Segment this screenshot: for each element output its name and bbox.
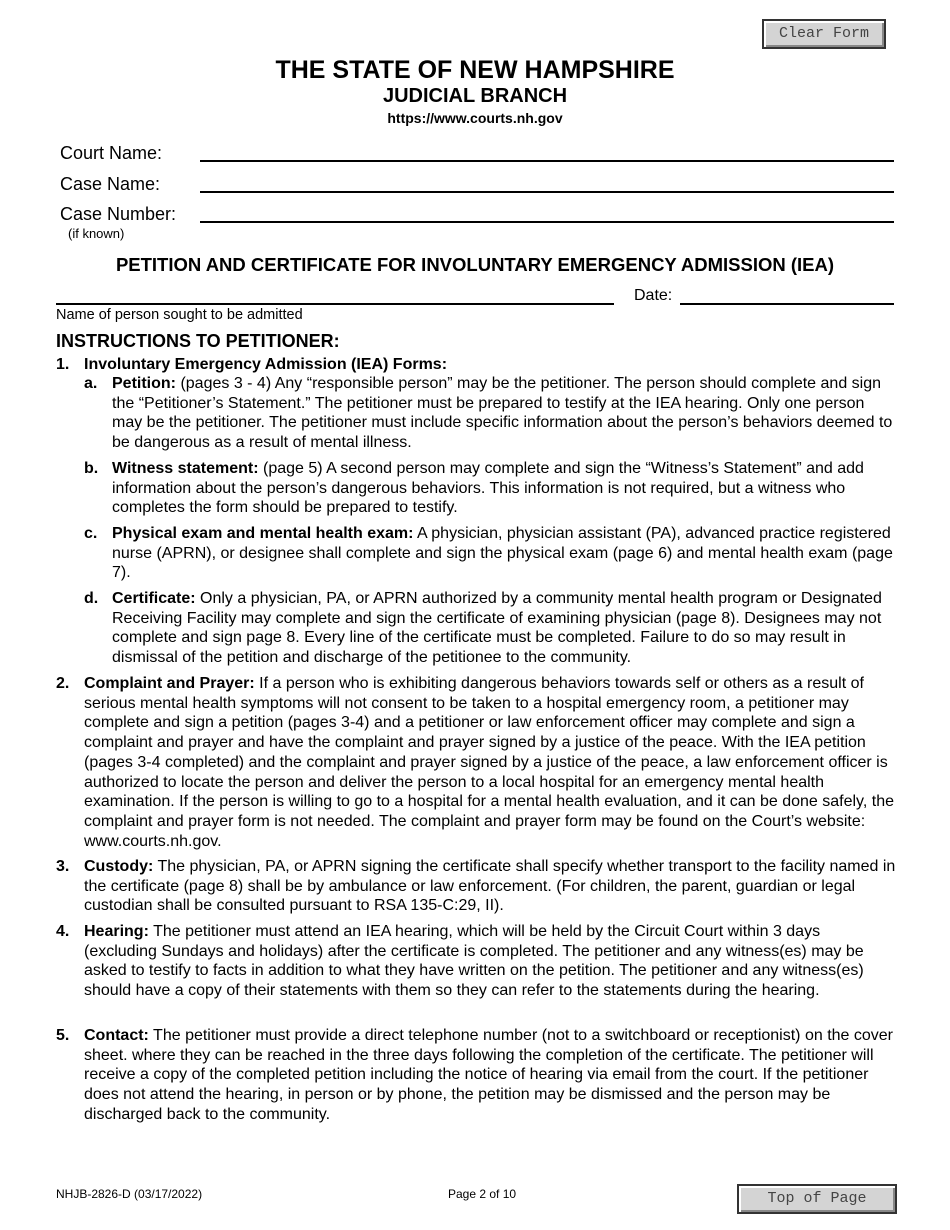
item-heading: Involuntary Emergency Admission (IEA) Forms: — [84, 356, 448, 373]
instruction-item-5 — [56, 1026, 896, 1125]
item-letter: b. — [84, 460, 99, 477]
instruction-item-1 — [56, 355, 896, 375]
item-text: A physician, physician assistant (PA), advanced practice registered nurse (APRN), or designee shall complete and sign the physical exam (page 6) and mental health exam (page 7). — [112, 525, 893, 582]
item-heading: Custody: — [84, 858, 154, 875]
item-text: The physician, PA, or APRN signing the certificate shall specify whether transport to the facility named in the certificate (page 8) shall be by ambulance or law enforcement. (For children, the parent, guardian or legal custodian shall be consulted pursuant to RSA 135-C:29, II). — [84, 858, 896, 915]
instruction-item-1b — [84, 459, 896, 518]
instruction-item-1a — [84, 374, 896, 453]
item-heading: Hearing: — [84, 923, 149, 940]
item-text: Only a physician, PA, or APRN authorized by a community mental health program or Designated Receiving Facility may complete and sign the certificate of examining physician (page 8). Designees may not complete and sign page 8. Every line of the certificate must be completed. Failure to do so may result in dismissal of the petition and discharge of the petitionee to the community. — [112, 590, 882, 667]
instruction-item-3 — [56, 857, 896, 916]
form-title: PETITION AND CERTIFICATE FOR INVOLUNTARY EMERGENCY ADMISSION (IEA) — [115, 254, 835, 275]
item-heading: Petition: — [112, 375, 176, 392]
clear-form-button[interactable]: Clear Form — [762, 19, 886, 49]
item-number: 2. — [56, 675, 70, 692]
item-letter: c. — [84, 525, 98, 542]
item-number: 1. — [56, 356, 70, 373]
instruction-item-1d — [84, 589, 896, 668]
item-heading: Physical exam and mental health exam: — [112, 525, 414, 542]
case-name-field[interactable] — [200, 191, 894, 193]
top-of-page-button[interactable]: Top of Page — [737, 1184, 897, 1214]
item-letter: a. — [84, 375, 98, 392]
instruction-item-2 — [56, 674, 896, 851]
instruction-item-1c — [84, 524, 896, 583]
instruction-item-4 — [56, 922, 896, 1001]
court-name-field[interactable] — [200, 160, 894, 162]
item-text: (page 5) A second person may complete and sign the “Witness’s Statement” and add information about the person’s dangerous behaviors. This information is not required, but a witness who completes the form should be prepared to testify. — [112, 460, 864, 517]
court-url: https://www.courts.nh.gov — [387, 110, 563, 126]
item-heading: Complaint and Prayer: — [84, 675, 255, 692]
case-number-label: Case Number: — [60, 204, 177, 224]
item-letter: d. — [84, 590, 99, 607]
date-label: Date: — [634, 287, 673, 304]
person-name-label: Name of person sought to be admitted — [56, 307, 303, 323]
person-name-field[interactable] — [56, 303, 614, 305]
item-number: 5. — [56, 1027, 70, 1044]
instructions-title: INSTRUCTIONS TO PETITIONER: — [56, 331, 340, 351]
branch-heading: JUDICIAL BRANCH — [382, 85, 568, 107]
item-heading: Contact: — [84, 1027, 149, 1044]
case-name-label: Case Name: — [60, 174, 161, 194]
page-number: Page 2 of 10 — [448, 1187, 517, 1201]
item-heading: Witness statement: — [112, 460, 259, 477]
court-name-label: Court Name: — [60, 143, 163, 163]
case-number-field[interactable] — [200, 221, 894, 223]
if-known-note: (if known) — [68, 226, 125, 241]
item-text: The petitioner must provide a direct telephone number (not to a switchboard or receptionist) on the cover sheet. where they can be reached in the three days following the completion of the certificate. The petitioner will receive a copy of the completed petition including the notice of hearing via email from the court. If the petitioner does not attend the hearing, in person or by phone, the petition may be dismissed and the person may be discharged back to the community. — [84, 1027, 893, 1123]
item-number: 3. — [56, 858, 70, 875]
item-number: 4. — [56, 923, 70, 940]
form-id: NHJB-2826-D (03/17/2022) — [56, 1187, 203, 1201]
date-field[interactable] — [680, 303, 894, 305]
item-text: The petitioner must attend an IEA hearing, which will be held by the Circuit Court within 3 days (excluding Sundays and holidays) after the certificate is completed. The petitioner and any witness(es) may be asked to testify to facts in addition to what they have written on the petition. The petitioner and any witness(es) should have a copy of their statements with them so they can refer to the statements during the hearing. — [84, 923, 864, 1000]
item-heading: Certificate: — [112, 590, 196, 607]
state-heading: THE STATE OF NEW HAMPSHIRE — [275, 56, 675, 84]
item-text: (pages 3 - 4) Any “responsible person” may be the petitioner. The person should complete and sign the “Petitioner’s Statement.” The petitioner must be prepared to testify at the IEA hearing. Only one person may be the petitioner. The petitioner must include specific information about the person’s behaviors deemed to be dangerous as a result of mental illness. — [112, 375, 893, 452]
item-text: If a person who is exhibiting dangerous behaviors towards self or others as a result of serious mental health symptoms will not consent to be taken to a hospital emergency room, a petitioner may complete and sign a petition (pages 3-4) and a petitioner or law enforcement officer may complete and sign a complaint and prayer and have the complaint and prayer signed by a justice of the peace. With the IEA petition (pages 3-4 completed) and the complaint and prayer signed by a justice of the peace, a law enforcement officer is authorized to locate the person and deliver the person to a local hospital for an emergency mental health examination. If the person is willing to go to a hospital for a mental health evaluation, and it can be done safely, the complaint and prayer form is not needed. The complaint and prayer form may be found on the Court’s website: www.courts.nh.gov. — [84, 675, 894, 850]
